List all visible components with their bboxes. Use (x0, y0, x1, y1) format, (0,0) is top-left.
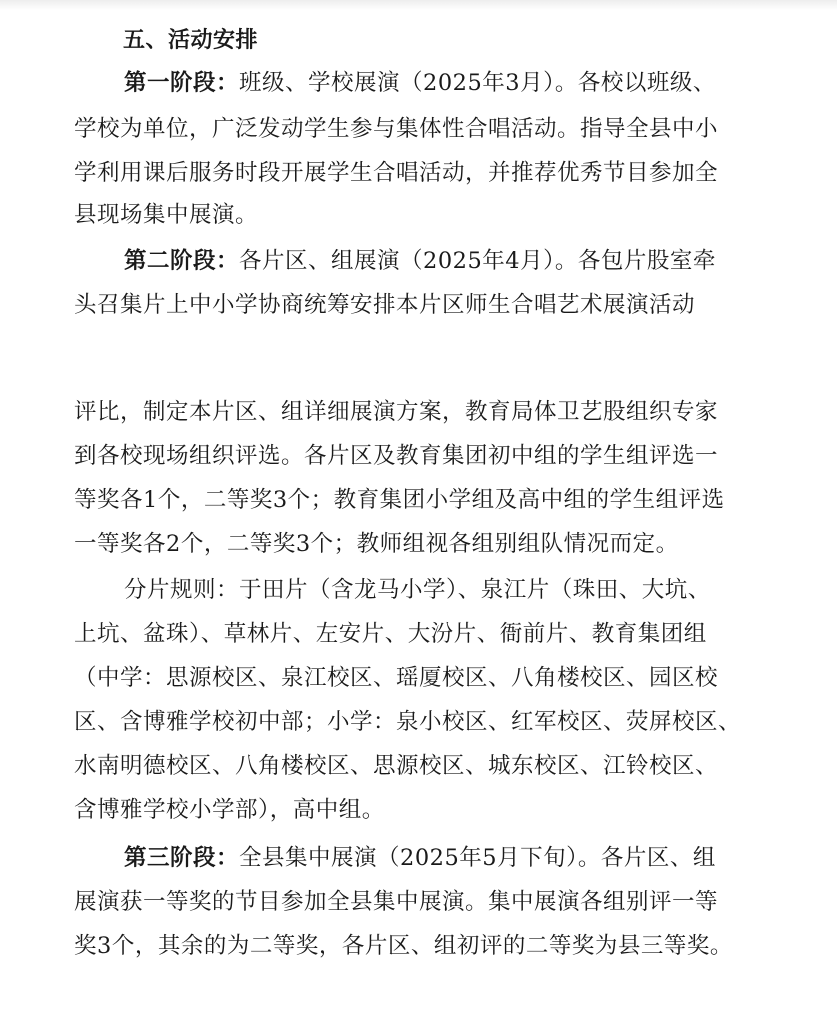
stage2-label: 第二阶段： (124, 248, 240, 274)
stage3-line-1: 全县集中展演（2025年5月下旬）。各片区、组 (239, 845, 716, 871)
top-divider (0, 0, 837, 10)
stage2-line-1: 各片区、组展演（2025年4月）。各包片股室牵 (239, 248, 716, 274)
stage2-line-3: 评比，制定本片区、组详细展演方案，教育局体卫艺股组织专家 (74, 399, 719, 425)
stage3-label: 第三阶段： (124, 845, 240, 871)
stage1-line-1: 班级、学校展演（2025年3月）。各校以班级、 (239, 70, 716, 96)
stage3-line-2: 展演获一等奖的节目参加全县集中展演。集中展演各组别评一等 (74, 889, 719, 915)
stage2-line-6: 一等奖各2个，二等奖3个；教师组视各组别组队情况而定。 (74, 531, 679, 557)
stage2-line-5: 等奖各1个，二等奖3个；教育集团小学组及高中组的学生组评选 (74, 487, 725, 513)
zoning-line-2: 上坑、盆珠）、草林片、左安片、大汾片、衙前片、教育集团组 (74, 621, 707, 647)
zoning-line-5: 水南明德校区、八角楼校区、思源校区、城东校区、江铃校区、 (74, 753, 719, 779)
stage1-first-line (124, 68, 716, 98)
zoning-line-4: 区、含博雅学校初中部；小学：泉小校区、红军校区、荧屏校区、 (74, 709, 742, 735)
zoning-line-1: 分片规则：于田片（含龙马小学）、泉江片（珠田、大坑、 (124, 577, 711, 603)
stage2-line-2: 头召集片上中小学协商统筹安排本片区师生合唱艺术展演活动 (74, 292, 696, 318)
stage1-line-2: 学校为单位，广泛发动学生参与集体性合唱活动。指导全县中小 (74, 116, 719, 142)
section-heading: 五、活动安排 (123, 28, 259, 53)
stage1-line-3: 学利用课后服务时段开展学生合唱活动，并推荐优秀节目参加全 (74, 160, 719, 186)
stage3-line-3: 奖3个，其余的为二等奖，各片区、组初评的二等奖为县三等奖。 (74, 933, 733, 959)
stage3-first-line (124, 843, 716, 873)
stage1-label: 第一阶段： (124, 70, 240, 96)
stage1-line-4: 县现场集中展演。 (74, 202, 259, 228)
zoning-line-3: （中学：思源校区、泉江校区、瑶厦校区、八角楼校区、园区校 (74, 665, 719, 691)
zoning-line-6: 含博雅学校小学部），高中组。 (74, 797, 385, 823)
stage2-first-line (124, 246, 716, 276)
stage2-line-4: 到各校现场组织评选。各片区及教育集团初中组的学生组评选一 (74, 443, 719, 469)
